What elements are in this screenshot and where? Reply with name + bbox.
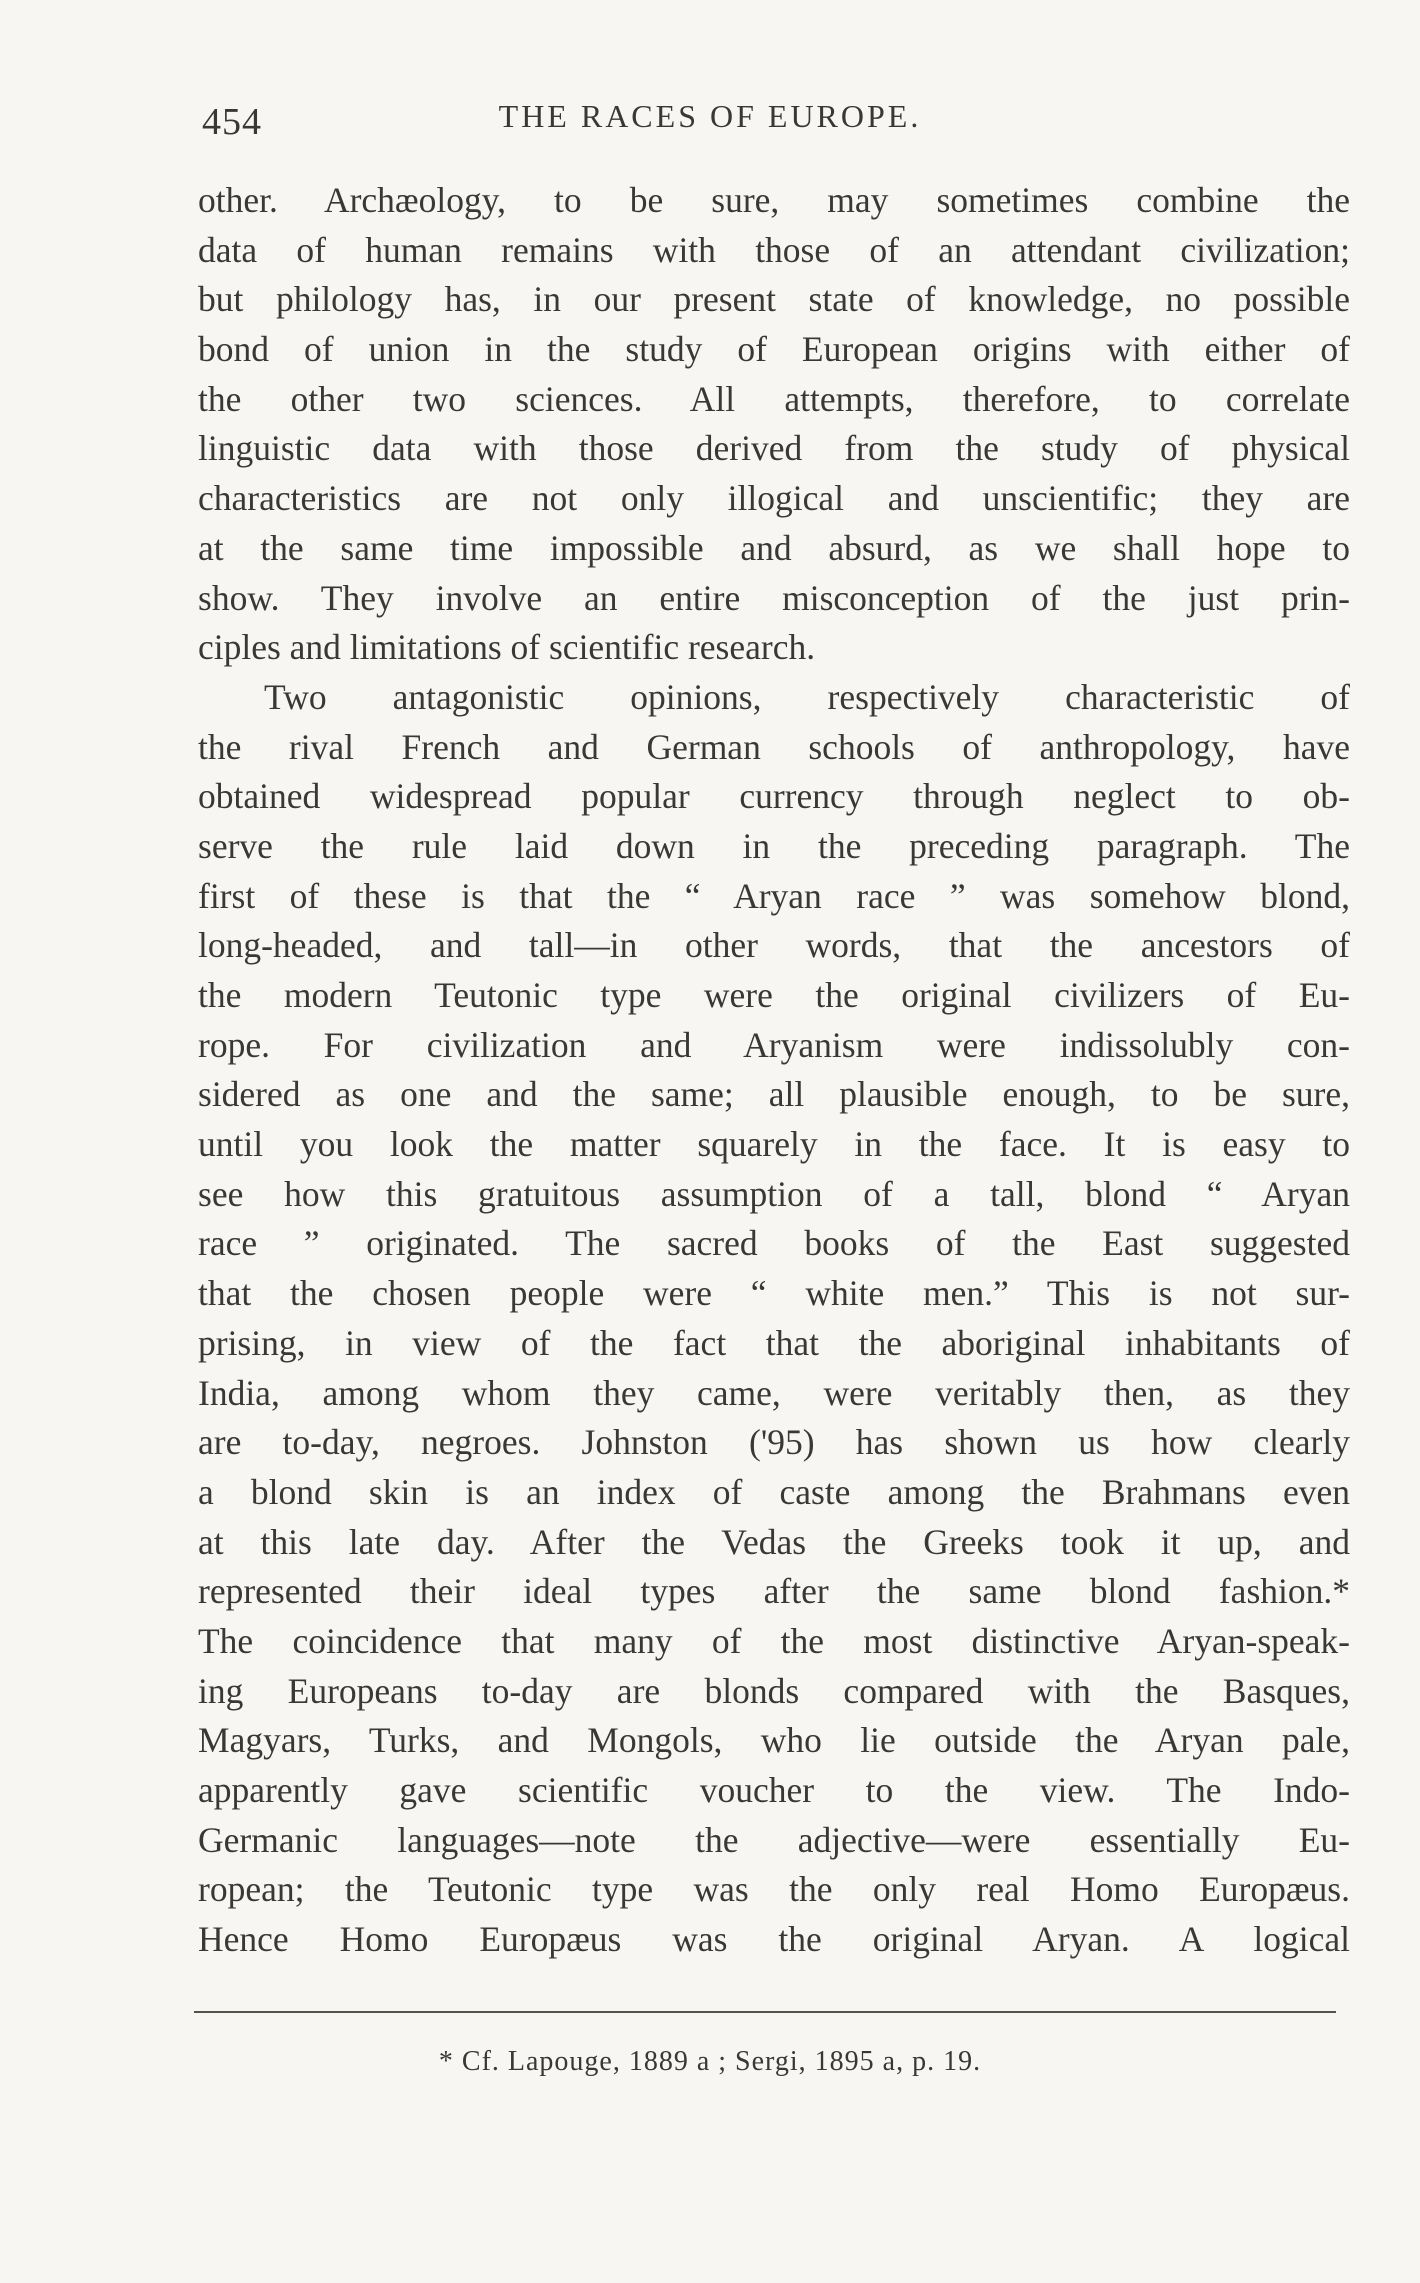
text-line: sidered as one and the same; all plausible enough, to be sure,	[198, 1074, 1350, 1115]
text-line: characteristics are not only illogical and unscientific; they are	[198, 478, 1350, 519]
text-line: long-headed, and tall—in other words, that the ancestors of	[198, 925, 1350, 966]
text-line: Magyars, Turks, and Mongols, who lie outside the Aryan pale,	[198, 1720, 1350, 1761]
text-line: bond of union in the study of European origins with either of	[198, 329, 1350, 370]
text-line: linguistic data with those derived from the study of physical	[198, 428, 1350, 469]
body-text	[198, 176, 1350, 1965]
footnote: * Cf. Lapouge, 1889 a ; Sergi, 1895 a, p. 19.	[438, 2046, 982, 2077]
text-line: a blond skin is an index of caste among the Brahmans even	[198, 1471, 1350, 1512]
text-line: the other two sciences. All attempts, therefore, to correlate	[198, 378, 1350, 419]
page-number: 454	[202, 101, 262, 143]
text-line: Two antagonistic opinions, respectively characteristic of	[264, 676, 1350, 717]
text-line: at the same time impossible and absurd, as we shall hope to	[198, 527, 1350, 568]
text-line: ing Europeans to-day are blonds compared with the Basques,	[198, 1670, 1350, 1711]
text-line: first of these is that the “ Aryan race ” was somehow blond,	[198, 875, 1350, 916]
text-line: see how this gratuitous assumption of a tall, blond “ Aryan	[198, 1173, 1350, 1214]
text-line: rope. For civilization and Aryanism were indissolubly con-	[198, 1024, 1350, 1065]
text-line: data of human remains with those of an attendant civilization;	[198, 229, 1350, 270]
text-line: serve the rule laid down in the preceding paragraph. The	[198, 825, 1350, 866]
text-line: Hence Homo Europæus was the original Aryan. A logical	[198, 1919, 1350, 1960]
text-line: The coincidence that many of the most distinctive Aryan-speak-	[198, 1620, 1350, 1661]
text-line: race ” originated. The sacred books of the East suggested	[198, 1223, 1350, 1264]
text-line: at this late day. After the Vedas the Greeks took it up, and	[198, 1521, 1350, 1562]
text-line: show. They involve an entire misconception of the just prin-	[198, 577, 1350, 618]
text-line: prising, in view of the fact that the aboriginal inhabitants of	[198, 1322, 1350, 1363]
text-line: ropean; the Teutonic type was the only real Homo Europæus.	[198, 1869, 1350, 1910]
text-line: apparently gave scientific voucher to the view. The Indo-	[198, 1770, 1350, 1810]
text-line: India, among whom they came, were veritably then, as they	[198, 1372, 1350, 1413]
text-line: other. Archæology, to be sure, may sometimes combine the	[198, 180, 1350, 220]
text-line: until you look the matter squarely in the face. It is easy to	[198, 1124, 1350, 1165]
text-line: the rival French and German schools of anthropology, have	[198, 726, 1350, 767]
text-line: Germanic languages—note the adjective—were essentially Eu-	[198, 1819, 1350, 1860]
text-line: the modern Teutonic type were the original civilizers of Eu-	[198, 975, 1350, 1015]
footnote-rule	[194, 2011, 1336, 2013]
text-line: that the chosen people were “ white men.” This is not sur-	[198, 1273, 1350, 1314]
text-line: ciples and limitations of scientific research.	[198, 627, 816, 668]
text-line: are to-day, negroes. Johnston ('95) has shown us how clearly	[198, 1422, 1350, 1463]
text-line: obtained widespread popular currency through neglect to ob-	[198, 776, 1350, 817]
text-line: but philology has, in our present state of knowledge, no possible	[198, 279, 1350, 320]
running-head: THE RACES OF EUROPE.	[498, 98, 922, 134]
text-line: represented their ideal types after the same blond fashion.*	[198, 1571, 1350, 1612]
